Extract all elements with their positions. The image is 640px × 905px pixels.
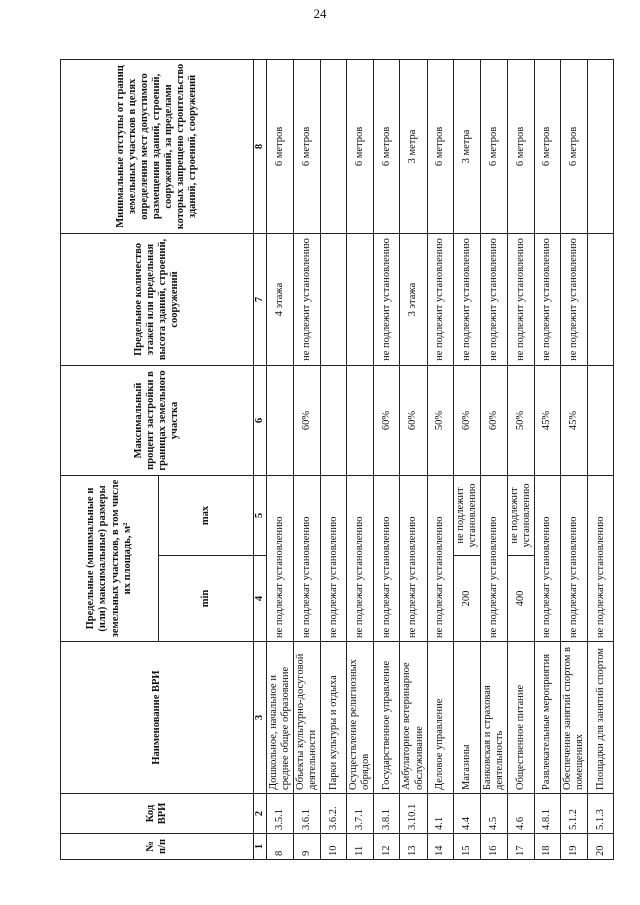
table-row	[453, 59, 480, 859]
header-percent: Максимальный процент застройки в границах земельного участка	[61, 365, 254, 475]
cell-percent: 50%	[507, 365, 534, 475]
cell-percent	[321, 365, 347, 475]
cell-size: не подлежат установлению	[267, 475, 294, 641]
cell-floors: не подлежит установлению	[507, 233, 534, 365]
table-row	[427, 59, 453, 859]
cell-num: 15	[453, 834, 480, 860]
cell-name: Общественное питание	[507, 642, 534, 794]
colnum-7: 7	[254, 233, 267, 365]
cell-floors	[347, 233, 374, 365]
cell-floors: не подлежит установлению	[374, 233, 400, 365]
cell-code: 4.8.1	[534, 794, 560, 834]
table-row	[534, 59, 560, 859]
table-row	[588, 59, 614, 859]
cell-name: Объекты культурно-досуговой деятельности	[294, 642, 321, 794]
cell-code: 3.7.1	[347, 794, 374, 834]
table-row	[267, 59, 294, 859]
cell-max: не подлежит установлению	[507, 475, 534, 555]
cell-size: не подлежат установлению	[400, 475, 427, 641]
cell-percent: 50%	[427, 365, 453, 475]
cell-percent: 60%	[294, 365, 321, 475]
cell-offset: 6 метров	[267, 59, 294, 233]
vri-table	[60, 59, 614, 860]
cell-size: не подлежат установлению	[560, 475, 587, 641]
cell-name: Государственное управление	[374, 642, 400, 794]
cell-num: 17	[507, 834, 534, 860]
cell-offset	[588, 59, 614, 233]
cell-num: 14	[427, 834, 453, 860]
cell-percent: 60%	[453, 365, 480, 475]
cell-floors	[588, 233, 614, 365]
cell-floors: не подлежит установлению	[453, 233, 480, 365]
cell-min: 400	[507, 556, 534, 642]
cell-name: Амбулаторное ветеринарное обслуживание	[400, 642, 427, 794]
cell-code: 3.6.1	[294, 794, 321, 834]
cell-percent: 45%	[534, 365, 560, 475]
cell-size: не подлежат установлению	[294, 475, 321, 641]
cell-name: Банковская и страховая деятельность	[480, 642, 507, 794]
cell-offset: 3 метра	[400, 59, 427, 233]
cell-offset: 6 метров	[347, 59, 374, 233]
cell-code: 3.8.1	[374, 794, 400, 834]
cell-floors: не подлежит установлению	[294, 233, 321, 365]
cell-code: 4.1	[427, 794, 453, 834]
colnum-5: 5	[254, 475, 267, 555]
cell-num: 9	[294, 834, 321, 860]
colnum-6: 6	[254, 365, 267, 475]
cell-offset	[321, 59, 347, 233]
page-number: 24	[313, 6, 327, 21]
cell-offset: 3 метра	[453, 59, 480, 233]
cell-num: 20	[588, 834, 614, 860]
cell-name: Дошкольное, начальное и среднее общее образование	[267, 642, 294, 794]
table-row	[321, 59, 347, 859]
cell-size: не подлежат установлению	[374, 475, 400, 641]
cell-code: 5.1.3	[588, 794, 614, 834]
cell-max: не подлежит установлению	[453, 475, 480, 555]
cell-name: Площадки для занятий спортом	[588, 642, 614, 794]
cell-size: не подлежат установлению	[534, 475, 560, 641]
cell-offset: 6 метров	[560, 59, 587, 233]
header-code: Код ВРИ	[61, 794, 254, 834]
cell-percent: 45%	[560, 365, 587, 475]
header-num: № п/п	[61, 834, 254, 860]
header-name: Наименование ВРИ	[61, 642, 254, 794]
header-offsets: Минимальные отступы от границ земельных участков в целях определения мест допустимого размещения зданий, строений, сооружений, за пределами которых запрещено строительство зданий, строений, сооружений	[61, 59, 254, 233]
cell-num: 16	[480, 834, 507, 860]
cell-code: 4.4	[453, 794, 480, 834]
header-size: Предельные (минимальные и (или) максимальные) размеры земельных участков, в том числе их площадь, м²	[61, 475, 159, 641]
cell-code: 5.1.2	[560, 794, 587, 834]
colnum-3: 3	[254, 642, 267, 794]
column-numbers-row	[254, 59, 267, 859]
table-row	[374, 59, 400, 859]
cell-min: 200	[453, 556, 480, 642]
cell-code: 4.6	[507, 794, 534, 834]
cell-floors: не подлежит установлению	[427, 233, 453, 365]
cell-num: 19	[560, 834, 587, 860]
colnum-8: 8	[254, 59, 267, 233]
cell-percent: 60%	[374, 365, 400, 475]
colnum-4: 4	[254, 556, 267, 642]
table-row	[347, 59, 374, 859]
cell-offset: 6 метров	[480, 59, 507, 233]
table-row	[560, 59, 587, 859]
cell-code: 3.6.2.	[321, 794, 347, 834]
table-row	[507, 59, 534, 859]
cell-num: 13	[400, 834, 427, 860]
cell-percent: 60%	[480, 365, 507, 475]
table-row	[294, 59, 321, 859]
cell-floors	[321, 233, 347, 365]
header-max: max	[159, 475, 254, 555]
cell-floors: не подлежит установлению	[560, 233, 587, 365]
cell-name: Осуществление религиозных обрядов	[347, 642, 374, 794]
cell-floors: 4 этажа	[267, 233, 294, 365]
cell-floors: не подлежит установлению	[534, 233, 560, 365]
cell-num: 10	[321, 834, 347, 860]
header-row-1	[61, 59, 159, 859]
cell-size: не подлежат установлению	[347, 475, 374, 641]
cell-num: 12	[374, 834, 400, 860]
cell-name: Обеспечение занятий спортом в помещениях	[560, 642, 587, 794]
table-row	[400, 59, 427, 859]
cell-code: 4.5	[480, 794, 507, 834]
cell-name: Магазины	[453, 642, 480, 794]
header-min: min	[159, 556, 254, 642]
cell-percent	[588, 365, 614, 475]
cell-percent: 60%	[400, 365, 427, 475]
cell-num: 8	[267, 834, 294, 860]
colnum-2: 2	[254, 794, 267, 834]
cell-num: 11	[347, 834, 374, 860]
cell-size: не подлежат установлению	[321, 475, 347, 641]
cell-offset: 6 метров	[374, 59, 400, 233]
cell-code: 3.5.1	[267, 794, 294, 834]
cell-percent	[267, 365, 294, 475]
rotated-table-wrapper	[60, 60, 606, 860]
table-row	[480, 59, 507, 859]
cell-offset: 6 метров	[507, 59, 534, 233]
cell-offset: 6 метров	[534, 59, 560, 233]
cell-offset: 6 метров	[427, 59, 453, 233]
cell-name: Деловое управление	[427, 642, 453, 794]
cell-floors: не подлежит установлению	[480, 233, 507, 365]
cell-name: Парки культуры и отдыха	[321, 642, 347, 794]
cell-code: 3.10.1	[400, 794, 427, 834]
colnum-1: 1	[254, 834, 267, 860]
header-floors: Предельное количество этажей или предельная высота зданий, строений, сооружений	[61, 233, 254, 365]
cell-floors: 3 этажа	[400, 233, 427, 365]
cell-size: не подлежат установлению	[480, 475, 507, 641]
cell-num: 18	[534, 834, 560, 860]
cell-size: не подлежат установлению	[427, 475, 453, 641]
cell-offset: 6 метров	[294, 59, 321, 233]
cell-percent	[347, 365, 374, 475]
cell-name: Развлекательные мероприятия	[534, 642, 560, 794]
cell-size: не подлежат установлению	[588, 475, 614, 641]
